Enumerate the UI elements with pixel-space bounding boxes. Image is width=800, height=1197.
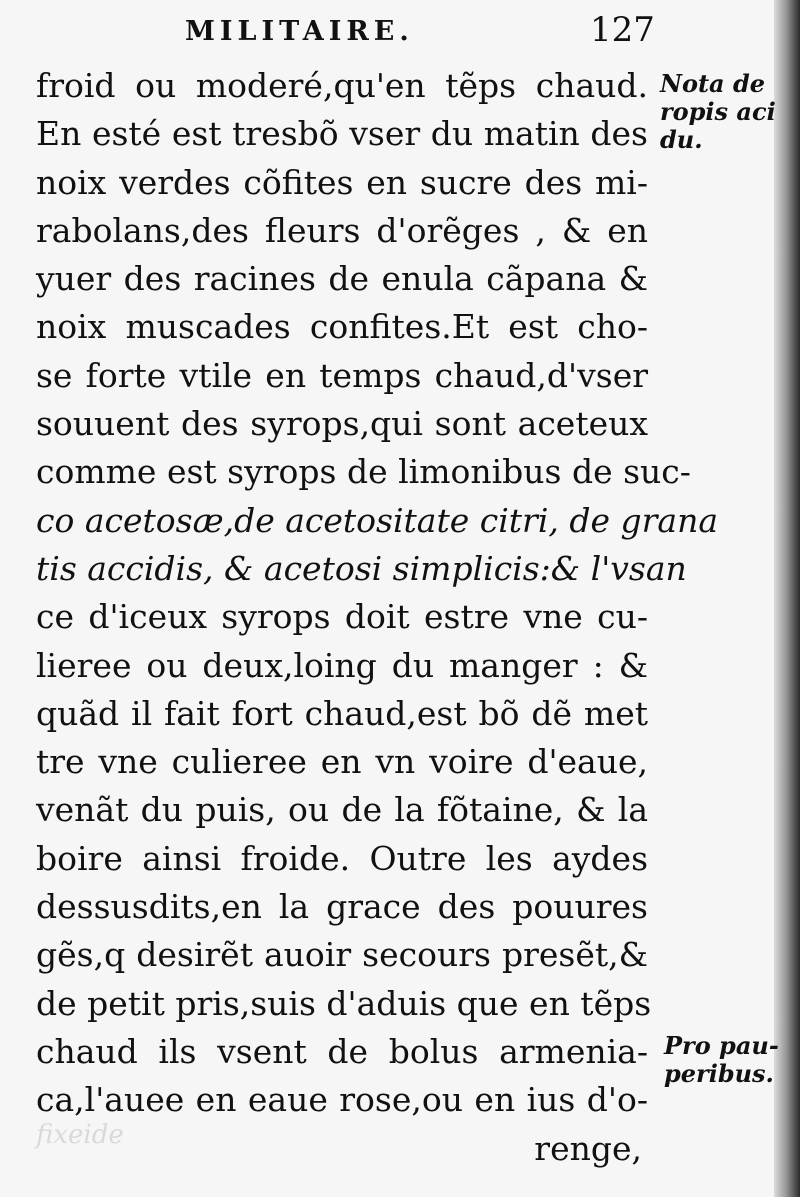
page-number: 127 [590, 10, 655, 50]
marginal-note-line: peribus. [664, 1059, 774, 1088]
page-gutter-shadow [774, 0, 800, 1197]
text-line: quãd il fait fort chaud,est bõ dẽ met [36, 693, 648, 733]
text-line: co acetosæ,de acetositate citri, de grana [36, 500, 719, 540]
marginal-note-line: Pro pau- [664, 1031, 779, 1060]
text-line: tre vne culieree en vn voire d'eaue, [36, 742, 648, 782]
text-line: de petit pris,suis d'aduis que en tẽps [36, 983, 652, 1023]
text-line: boire ainsi froide. Outre les aydes [36, 838, 648, 878]
text-line: ce d'iceux syrops doit estre vne cu- [36, 597, 648, 637]
marginal-note-line: Nota de [660, 69, 765, 98]
page-header [0, 8, 700, 50]
marginal-note-nota-de-ropis [660, 70, 776, 154]
text-line: En esté est tresbõ vser du matin des [36, 114, 648, 154]
text-line: lieree ou deux,loing du manger : & [36, 645, 648, 685]
text-line: se forte vtile en temps chaud,d'vser [36, 355, 648, 395]
text-line: ca,l'auee en eaue rose,ou en ius d'o- [36, 1080, 648, 1120]
marginal-note-line: ropis aci [660, 97, 776, 126]
text-line: tis accidis, & acetosi simplicis:& l'vsan [36, 548, 687, 588]
text-line: chaud ils vsent de bolus armenia- [36, 1031, 648, 1071]
text-line: dessusdits,en la grace des pouures [36, 887, 648, 927]
catchword: renge, [534, 1128, 642, 1168]
show-through-text: fixeide [36, 1120, 124, 1150]
text-line: froid ou moderé,qu'en tẽps chaud. [36, 66, 648, 105]
text-line: souuent des syrops,qui sont aceteux [36, 404, 648, 444]
text-line: yuer des racines de enula cãpana & [36, 259, 648, 299]
text-line: gẽs,q desirẽt auoir secours presẽt,& [36, 935, 648, 975]
marginal-note-line: du. [660, 125, 703, 154]
text-line: comme est syrops de limonibus de suc- [36, 452, 691, 492]
text-line: rabolans,des fleurs d'orẽges , & en [36, 210, 648, 250]
text-line: noix muscades confites.Et est cho- [36, 307, 648, 347]
marginal-note-pro-pauperibus [664, 1032, 779, 1088]
running-head: MILITAIRE. [185, 16, 414, 47]
text-line: noix verdes cõfites en sucre des mi- [36, 162, 648, 202]
text-line: venãt du puis, ou de la fõtaine, & la [36, 790, 648, 830]
